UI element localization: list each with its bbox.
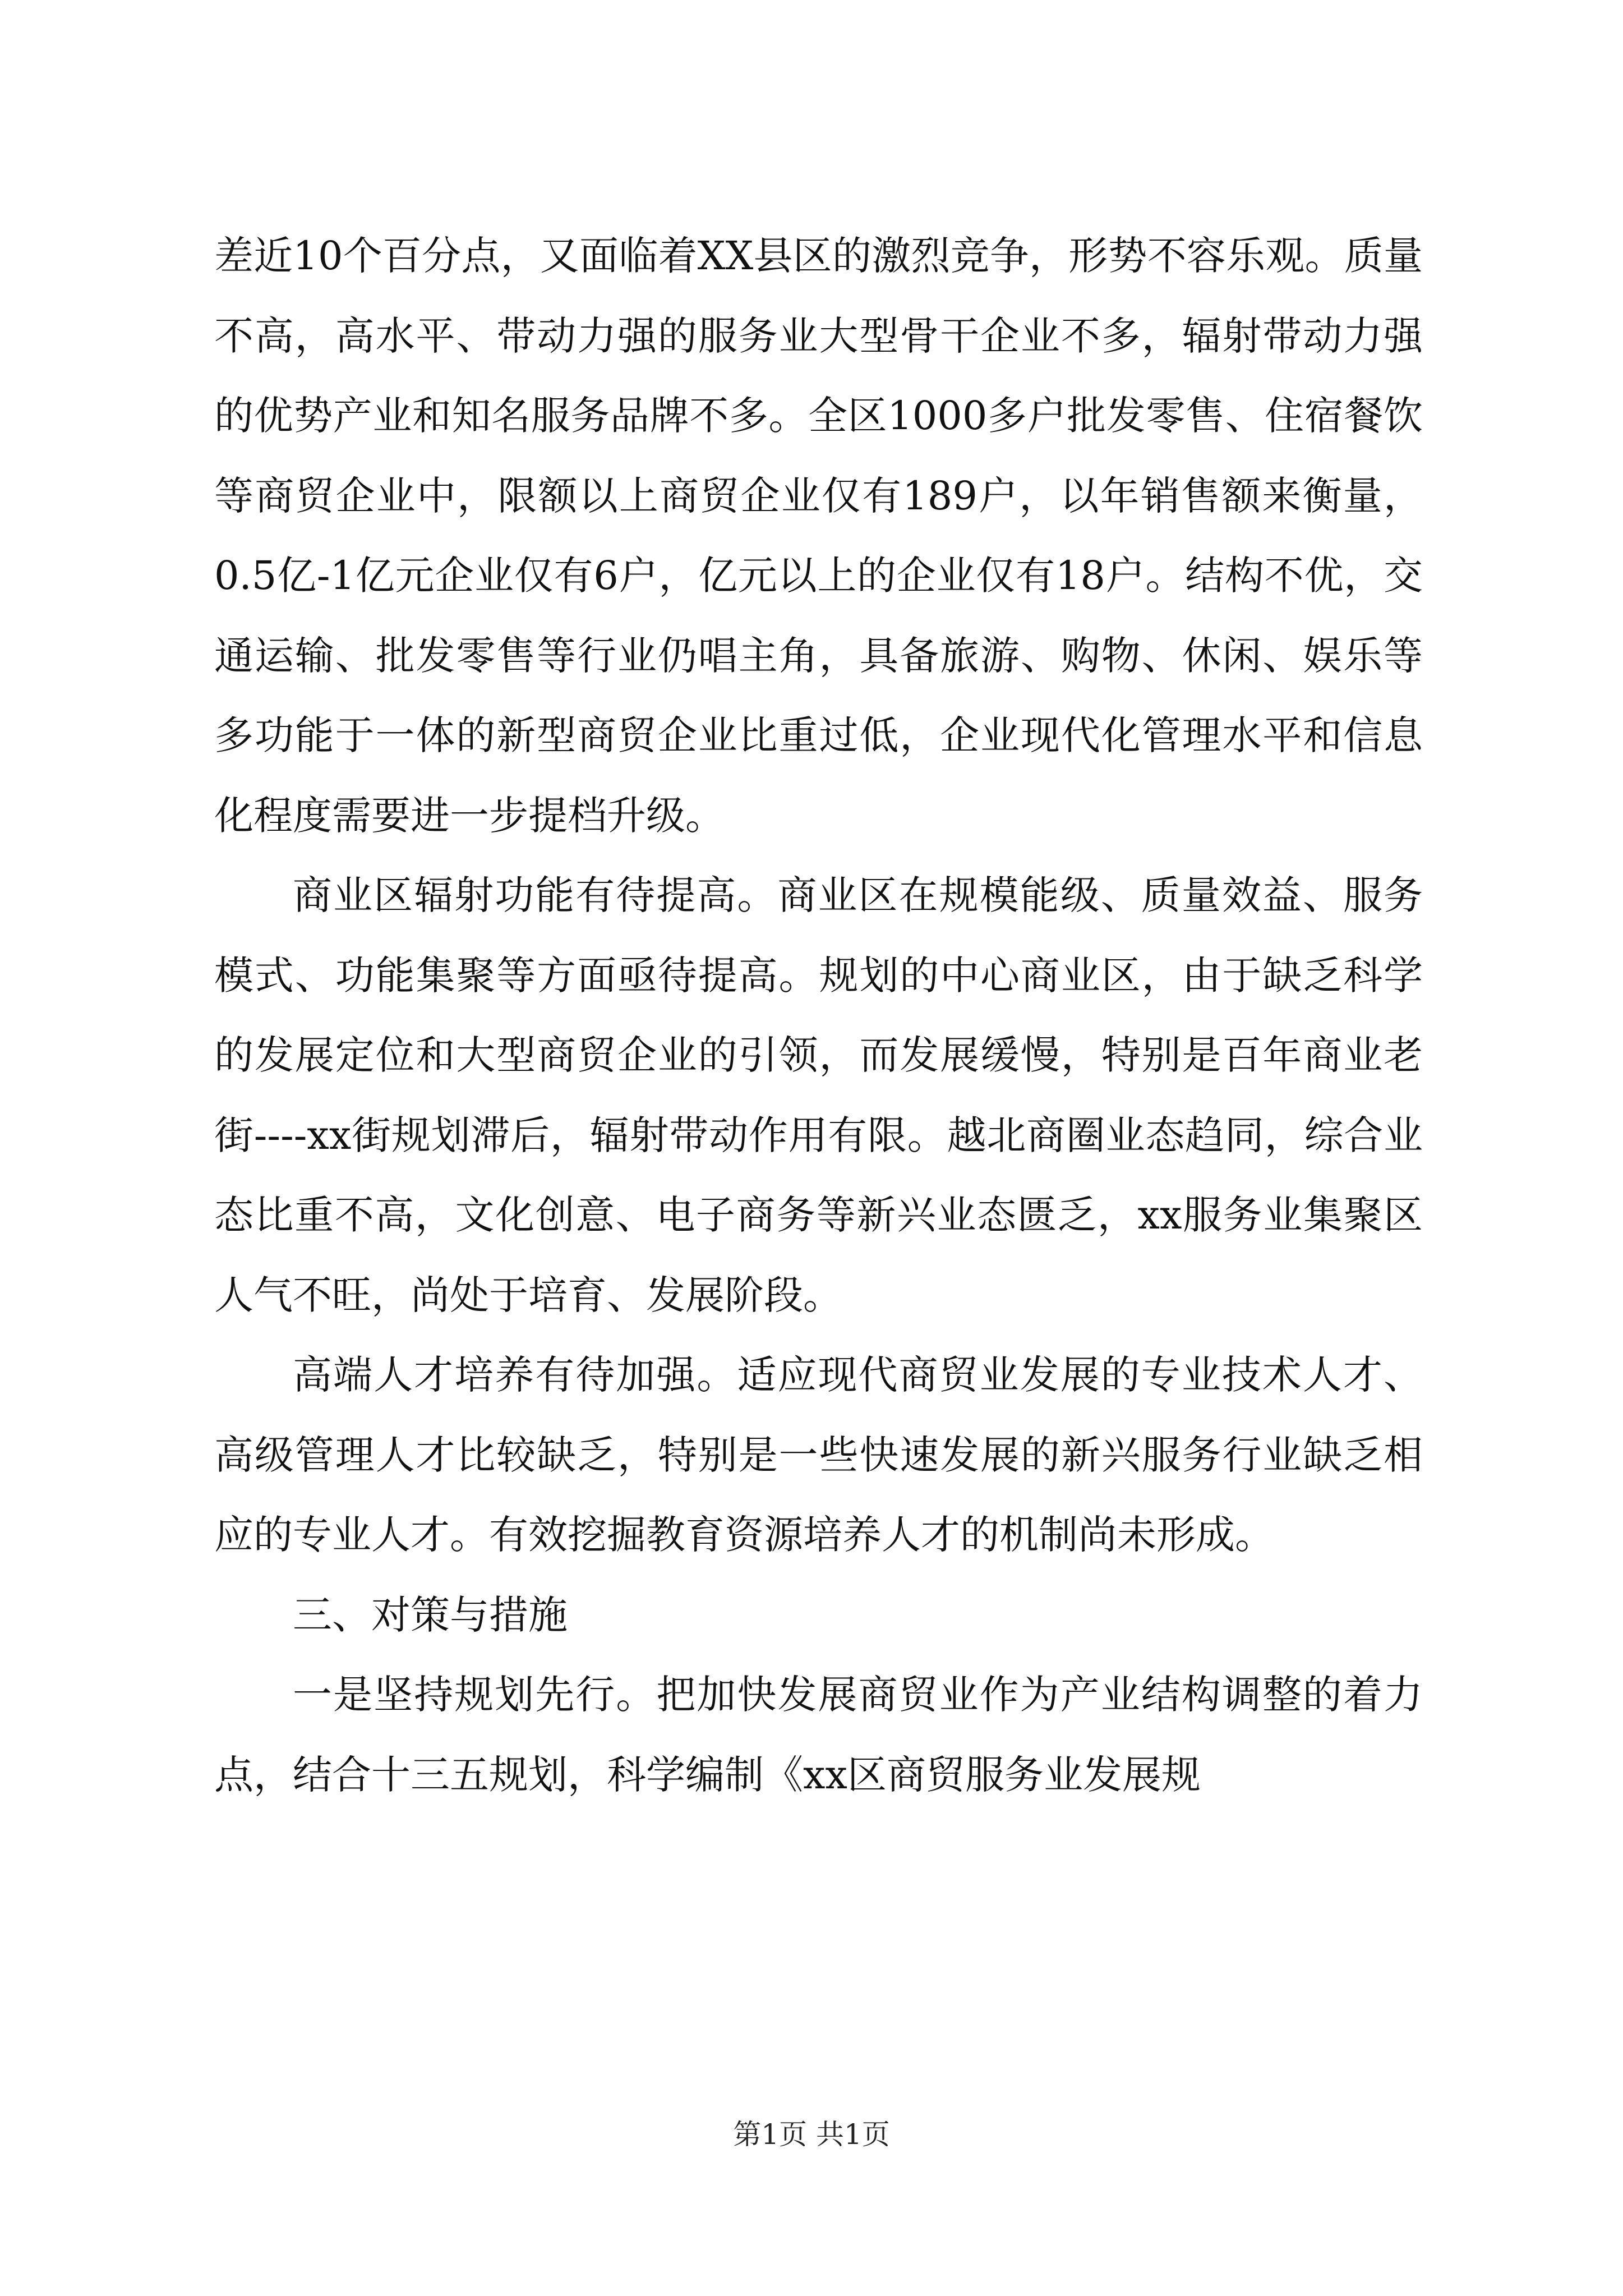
paragraph-commercial-district: 商业区辐射功能有待提高。商业区在规模能级、质量效益、服务模式、功能集聚等方面亟待提高。规划的中心商业区，由于缺乏科学的发展定位和大型商贸企业的引领，而发展缓慢，特别是百年商业老街----xx街规划滞后，辐射带动作用有限。越北商圈业态趋同，综合业态比重不高，文化创意、电子商务等新兴业态匮乏，xx服务业集聚区人气不旺，尚处于培育、发展阶段。	[214, 872, 1423, 1318]
page-footer: 第1页 共1页	[733, 2118, 890, 2151]
document-body	[214, 216, 1423, 1815]
section-heading-countermeasures: 三、对策与措施	[293, 1591, 568, 1638]
paragraph-continued: 差近10个百分点，又面临着XX县区的激烈竞争，形势不容乐观。质量不高，高水平、带动力强的服务业大型骨干企业不多，辐射带动力强的优势产业和知名服务品牌不多。全区1000多户批发零售、住宿餐饮等商贸企业中，限额以上商贸企业仅有189户，以年销售额来衡量，0.5亿-1亿元企业仅有6户，亿元以上的企业仅有18户。结构不优，交通运输、批发零售等行业仍唱主角，具备旅游、购物、休闲、娱乐等多功能于一体的新型商贸企业比重过低，企业现代化管理水平和信息化程度需要进一步提档升级。	[214, 233, 1423, 839]
paragraph-talent-training: 高端人才培养有待加强。适应现代商贸业发展的专业技术人才、高级管理人才比较缺乏，特别是一些快速发展的新兴服务行业缺乏相应的专业人才。有效挖掘教育资源培养人才的机制尚未形成。	[214, 1352, 1423, 1558]
paragraph-planning-first: 一是坚持规划先行。把加快发展商贸业作为产业结构调整的着力点，结合十三五规划，科学编制《xx区商贸服务业发展规	[214, 1672, 1423, 1798]
